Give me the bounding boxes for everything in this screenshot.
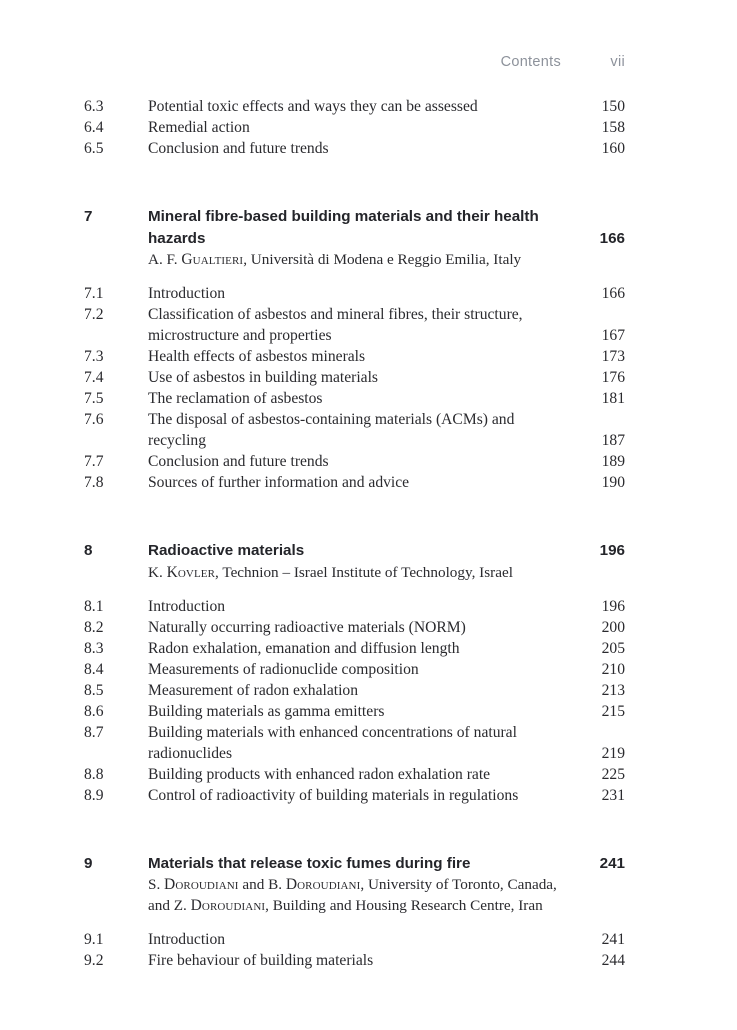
entry-page: 225 <box>601 765 625 783</box>
entry-number: 9.1 <box>84 931 104 948</box>
entry-number: 8.4 <box>84 660 104 678</box>
section-spacer <box>84 806 625 853</box>
chapter-group-8 <box>84 540 625 806</box>
entry-title: Radon exhalation, emanation and diffusion length <box>148 639 460 657</box>
chapter-affiliation <box>84 874 625 916</box>
entry-page: 187 <box>601 432 625 449</box>
author-surname: Doroudiani <box>285 876 361 893</box>
entry-number: 6.3 <box>84 98 104 115</box>
entry-page: 158 <box>601 119 625 136</box>
entry-page: 231 <box>601 786 625 804</box>
author-surname: Gualtieri <box>181 251 244 268</box>
entry-page: 181 <box>601 390 625 407</box>
chapter-title: Materials that release toxic fumes during fire <box>148 854 471 872</box>
toc-entry[interactable] <box>84 680 625 701</box>
chapter-heading[interactable] <box>84 540 625 562</box>
entry-number: 8.3 <box>84 639 104 657</box>
running-head <box>84 54 625 70</box>
running-head-folio: vii <box>610 54 625 70</box>
entries-spacer <box>84 916 625 929</box>
chapter-heading[interactable] <box>84 853 625 875</box>
toc-entry[interactable] <box>84 117 625 138</box>
entry-page: 173 <box>601 348 625 365</box>
chapter-affiliation <box>84 562 625 583</box>
entry-number: 7.7 <box>84 453 104 470</box>
entry-title: Measurement of radon exhalation <box>148 681 359 699</box>
entry-title: Building materials as gamma emitters <box>148 702 385 720</box>
entry-number: 9.2 <box>84 952 104 969</box>
toc-entry[interactable] <box>84 722 625 764</box>
affiliation-text <box>148 249 583 270</box>
entry-number: 8.7 <box>84 723 104 741</box>
affiliation-institution: , University of Toronto, Canada, and Z. <box>148 876 557 914</box>
entry-number: 8.2 <box>84 618 104 636</box>
chapter-title: Mineral fibre-based building materials and their health hazards <box>148 208 539 247</box>
chapter-group-6 <box>84 96 625 159</box>
section-spacer <box>84 159 625 206</box>
entry-number: 8.6 <box>84 702 104 720</box>
section-spacer <box>84 493 625 540</box>
affiliation-institution: , Technion – Israel Institute of Technology, Israel <box>215 563 513 581</box>
chapter-group-7 <box>84 206 625 493</box>
chapter-number: 7 <box>84 208 93 225</box>
entry-page: 215 <box>601 702 625 720</box>
entry-page: 219 <box>601 744 625 762</box>
entries-spacer <box>84 270 625 283</box>
affiliation-text <box>148 562 583 583</box>
entry-number: 8.1 <box>84 597 104 615</box>
entry-page: 210 <box>601 660 625 678</box>
affiliation-institution: , Building and Housing Research Centre, Iran <box>265 897 543 914</box>
entry-number: 7.8 <box>84 474 104 491</box>
entry-title: Building materials with enhanced concentrations of natural radionuclides <box>148 723 517 762</box>
entry-title: Health effects of asbestos minerals <box>148 348 366 365</box>
running-head-title: Contents <box>500 54 561 70</box>
toc-entry[interactable] <box>84 929 625 950</box>
toc-entry[interactable] <box>84 764 625 785</box>
entry-title: Classification of asbestos and mineral fibres, their structure, microstructure and properties <box>148 306 523 344</box>
entry-page: 244 <box>601 952 625 969</box>
affiliation-text <box>148 874 583 916</box>
entry-title: Introduction <box>148 931 226 948</box>
chapter-affiliation <box>84 249 625 270</box>
entry-title: Measurements of radionuclide composition <box>148 660 419 678</box>
entry-page: 189 <box>601 453 625 470</box>
entry-title: Fire behaviour of building materials <box>148 952 374 969</box>
entry-number: 7.5 <box>84 390 104 407</box>
entry-page: 205 <box>601 639 625 657</box>
entry-page: 166 <box>601 285 625 302</box>
entry-page: 160 <box>601 140 625 157</box>
author-initials: S. <box>148 876 165 893</box>
entry-page: 167 <box>601 327 625 344</box>
entry-number: 7.6 <box>84 411 104 428</box>
entry-number: 8.8 <box>84 765 104 783</box>
toc-entry[interactable] <box>84 638 625 659</box>
toc-entry[interactable] <box>84 451 625 472</box>
entry-page: 196 <box>601 597 625 615</box>
entry-title: The disposal of asbestos-containing materials (ACMs) and recycling <box>148 411 515 449</box>
chapter-page: 196 <box>599 542 625 559</box>
author-initials: K. <box>148 563 167 581</box>
author-surname: Doroudiani <box>190 897 266 914</box>
toc-entry[interactable] <box>84 367 625 388</box>
toc-entry[interactable] <box>84 346 625 367</box>
author-conjunction: and B. <box>238 876 286 893</box>
toc-entry[interactable] <box>84 701 625 722</box>
toc-entry[interactable] <box>84 659 625 680</box>
toc-entry[interactable] <box>84 409 625 451</box>
toc-entry[interactable] <box>84 596 625 617</box>
author-initials: A. F. <box>148 251 182 268</box>
entry-title: The reclamation of asbestos <box>148 390 323 407</box>
toc-entry[interactable] <box>84 388 625 409</box>
toc-entry[interactable] <box>84 617 625 638</box>
entry-number: 7.4 <box>84 369 104 386</box>
toc-entry[interactable] <box>84 283 625 304</box>
entry-number: 7.2 <box>84 306 104 323</box>
entry-number: 8.9 <box>84 786 104 804</box>
entry-page: 176 <box>601 369 625 386</box>
chapter-heading[interactable] <box>84 206 625 249</box>
entry-number: 8.5 <box>84 681 104 699</box>
entry-title: Introduction <box>148 285 226 302</box>
toc-entry[interactable] <box>84 950 625 971</box>
entry-title: Potential toxic effects and ways they can be assessed <box>148 98 478 115</box>
entry-page: 190 <box>601 474 625 491</box>
entry-page: 150 <box>601 98 625 115</box>
chapter-number: 9 <box>84 854 93 872</box>
chapter-page: 166 <box>599 229 625 247</box>
chapter-title: Radioactive materials <box>148 542 305 559</box>
entry-number: 7.1 <box>84 285 104 302</box>
entry-title: Naturally occurring radioactive materials (NORM) <box>148 618 466 636</box>
entry-title: Control of radioactivity of building materials in regulations <box>148 786 519 804</box>
author-surname: Doroudiani <box>164 876 239 893</box>
toc-entry[interactable] <box>84 785 625 806</box>
chapter-page: 241 <box>599 854 625 872</box>
entry-title: Introduction <box>148 597 226 615</box>
entry-page: 213 <box>601 681 625 699</box>
affiliation-institution: , Università di Modena e Reggio Emilia, Italy <box>243 251 522 268</box>
toc-entry[interactable] <box>84 138 625 159</box>
entry-page: 241 <box>601 931 625 948</box>
toc-entry[interactable] <box>84 304 625 346</box>
entry-title: Building products with enhanced radon exhalation rate <box>148 765 491 783</box>
entry-title: Conclusion and future trends <box>148 453 329 470</box>
entry-title: Sources of further information and advice <box>148 474 410 491</box>
entries-spacer <box>84 583 625 596</box>
toc-entry[interactable] <box>84 472 625 493</box>
chapter-number: 8 <box>84 542 93 559</box>
entry-title: Use of asbestos in building materials <box>148 369 378 386</box>
entry-title: Remedial action <box>148 119 250 136</box>
author-surname: Kovler <box>166 563 216 581</box>
entry-page: 200 <box>601 618 625 636</box>
table-of-contents <box>84 96 625 971</box>
entry-number: 7.3 <box>84 348 104 365</box>
toc-entry[interactable] <box>84 96 625 117</box>
entry-title: Conclusion and future trends <box>148 140 329 157</box>
chapter-group-9 <box>84 853 625 972</box>
entry-number: 6.5 <box>84 140 104 157</box>
entry-number: 6.4 <box>84 119 104 136</box>
